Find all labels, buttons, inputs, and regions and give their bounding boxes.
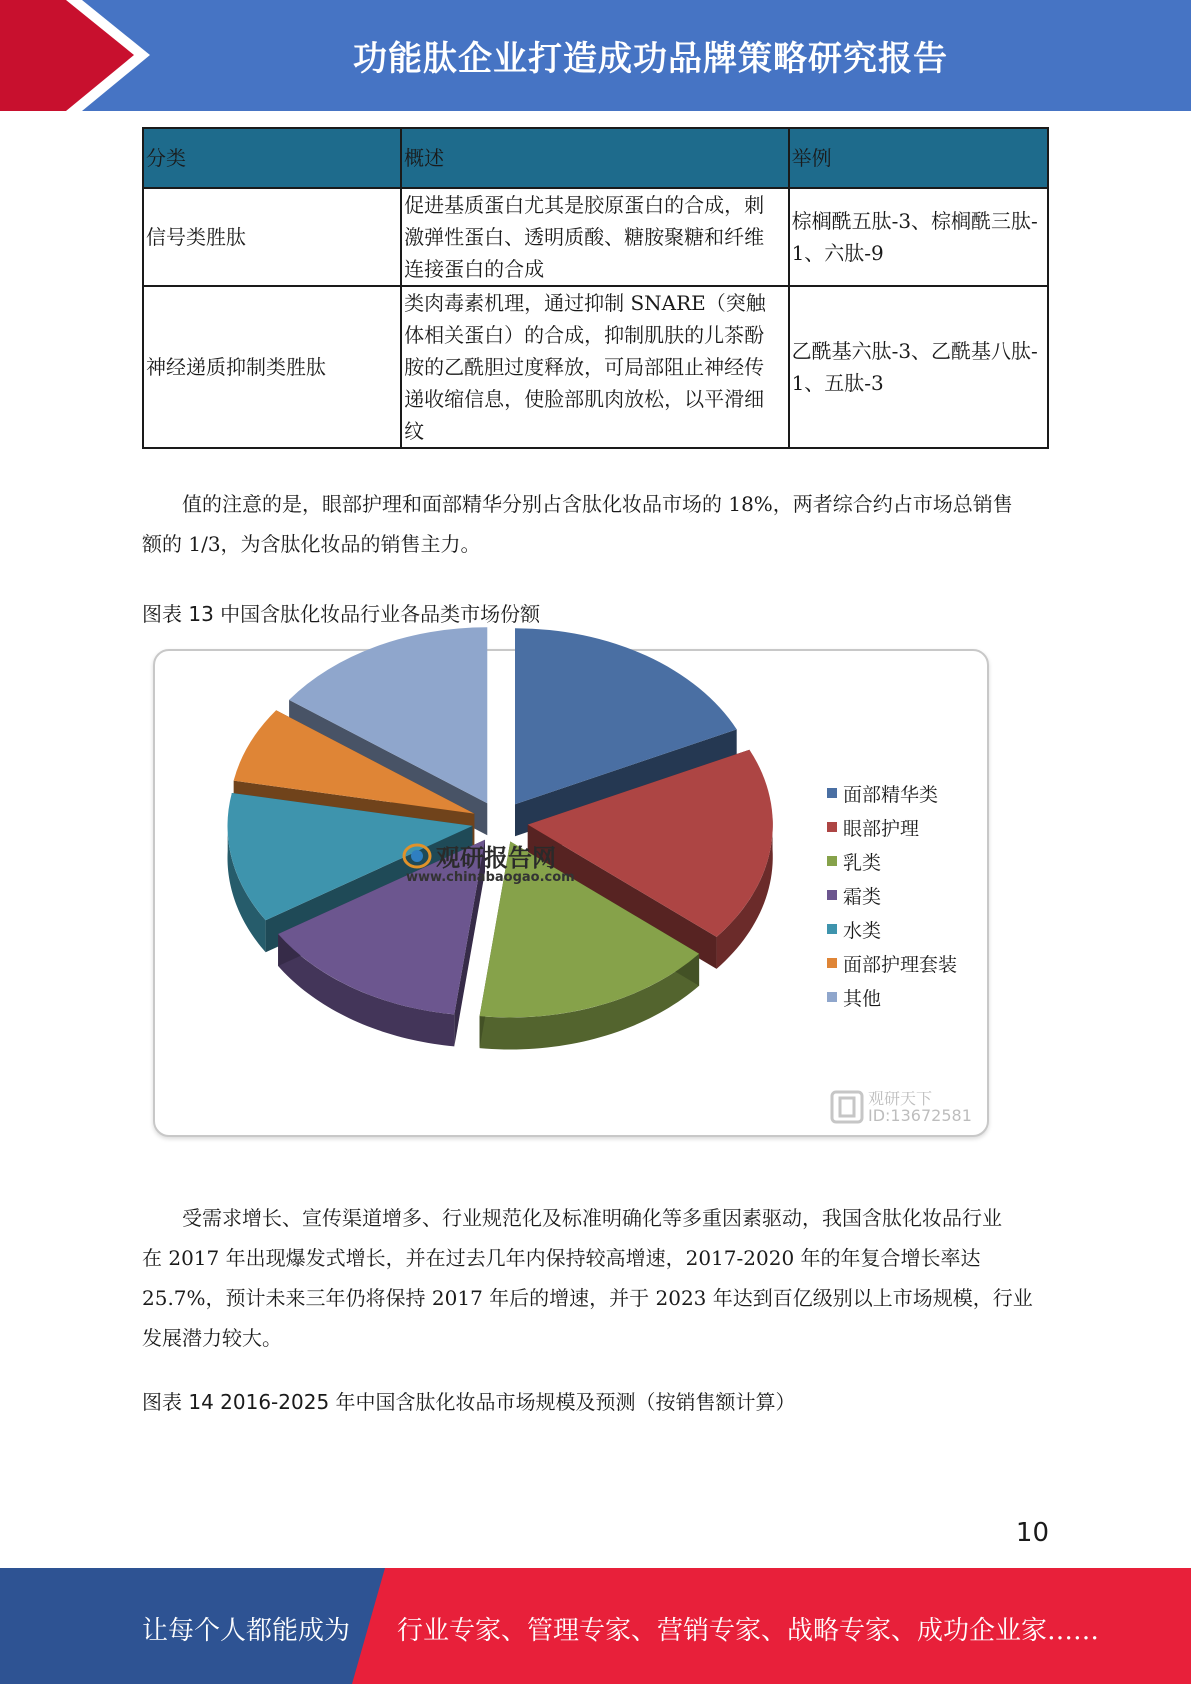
legend-swatch <box>827 856 837 866</box>
example-line: 1、六肽-9 <box>791 241 884 265</box>
legend-label: 霜类 <box>843 885 882 908</box>
table-header-cell: 分类 <box>143 128 401 188</box>
legend-swatch <box>827 822 837 832</box>
desc-line: 体相关蛋白）的合成，抑制肌肤的儿茶酚 <box>404 323 765 347</box>
paragraph-line: 值的注意的是，眼部护理和面部精华分别占含肽化妆品市场的 18%，两者综合约占市场总销售 <box>182 492 1013 516</box>
paragraph-line: 在 2017 年出现爆发式增长，并在过去几年内保持较高增速，2017-2020 年的年复合增长率达 <box>142 1246 981 1270</box>
legend-swatch <box>827 924 837 934</box>
legend-label: 眼部护理 <box>843 817 920 840</box>
table-header-cell: 举例 <box>789 128 1048 188</box>
table-cell-category: 信号类胜肽 <box>143 188 401 286</box>
watermark-id <box>830 1090 972 1124</box>
watermark-name: 观研报告网 <box>436 844 556 872</box>
watermark-logo <box>402 838 556 873</box>
legend-item <box>827 776 957 810</box>
watermark-url: www.chinabaogao.com <box>406 870 575 885</box>
desc-line: 连接蛋白的合成 <box>404 257 545 281</box>
legend-swatch <box>827 890 837 900</box>
footer-slogan-right: 行业专家、管理专家、营销专家、战略专家、成功企业家…… <box>397 1616 1100 1646</box>
watermark-id-text <box>868 1090 972 1124</box>
legend-label: 其他 <box>843 987 882 1010</box>
legend-item <box>827 980 957 1014</box>
legend-item <box>827 878 957 912</box>
legend-label: 面部护理套装 <box>843 953 958 976</box>
example-line: 乙酰基六肽-3、乙酰基八肽- <box>791 339 1038 363</box>
watermark-badge-icon <box>830 1090 864 1124</box>
desc-line: 促进基质蛋白尤其是胶原蛋白的合成，刺 <box>404 193 765 217</box>
legend-swatch <box>827 788 837 798</box>
desc-line: 递收缩信息，使脸部肌肉放松，以平滑细 <box>404 387 765 411</box>
paragraph-market-growth <box>142 1198 1049 1358</box>
watermark-globe-icon <box>402 842 432 870</box>
watermark-id-line: ID:13672581 <box>868 1106 972 1125</box>
legend-swatch <box>827 958 837 968</box>
desc-line: 纹 <box>404 419 425 443</box>
footer-slogan-left: 让每个人都能成为 <box>142 1616 351 1646</box>
table-header-cell: 概述 <box>401 128 788 188</box>
legend-label: 水类 <box>843 919 882 942</box>
legend-swatch <box>827 992 837 1002</box>
legend-label: 乳类 <box>843 851 882 874</box>
legend-item <box>827 844 957 878</box>
header-title: 功能肽企业打造成功品牌策略研究报告 <box>353 39 948 79</box>
chart-legend <box>827 776 957 1014</box>
paragraph-line: 25.7%，预计未来三年仍将保持 2017 年后的增速，并于 2023 年达到百亿级别以上市场规模，行业 <box>142 1286 1033 1310</box>
example-line: 1、五肽-3 <box>791 371 884 395</box>
desc-line: 激弹性蛋白、透明质酸、糖胺聚糖和纤维 <box>404 225 765 249</box>
legend-item <box>827 912 957 946</box>
watermark-id-line: 观研天下 <box>868 1089 933 1108</box>
figure-caption-14: 图表 14 2016-2025 年中国含肽化妆品市场规模及预测（按销售额计算） <box>142 1390 796 1414</box>
table-cell-category: 神经递质抑制类胜肽 <box>143 286 401 448</box>
page-number: 10 <box>1015 1518 1049 1548</box>
desc-line: 类肉毒素机理，通过抑制 SNARE（突触 <box>404 291 766 315</box>
paragraph-line: 额的 1/3，为含肽化妆品的销售主力。 <box>142 532 481 556</box>
example-line: 棕榈酰五肽-3、棕榈酰三肽- <box>791 209 1038 233</box>
paragraph-line: 发展潜力较大。 <box>142 1326 282 1350</box>
legend-label: 面部精华类 <box>843 783 939 806</box>
desc-line: 胺的乙酰胆过度释放，可局部阻止神经传 <box>404 355 765 379</box>
legend-item <box>827 810 957 844</box>
legend-item <box>827 946 957 980</box>
figure-caption-13: 图表 13 中国含肽化妆品行业各品类市场份额 <box>142 602 541 626</box>
paragraph-line: 受需求增长、宣传渠道增多、行业规范化及标准明确化等多重因素驱动，我国含肽化妆品行业 <box>182 1206 1002 1230</box>
